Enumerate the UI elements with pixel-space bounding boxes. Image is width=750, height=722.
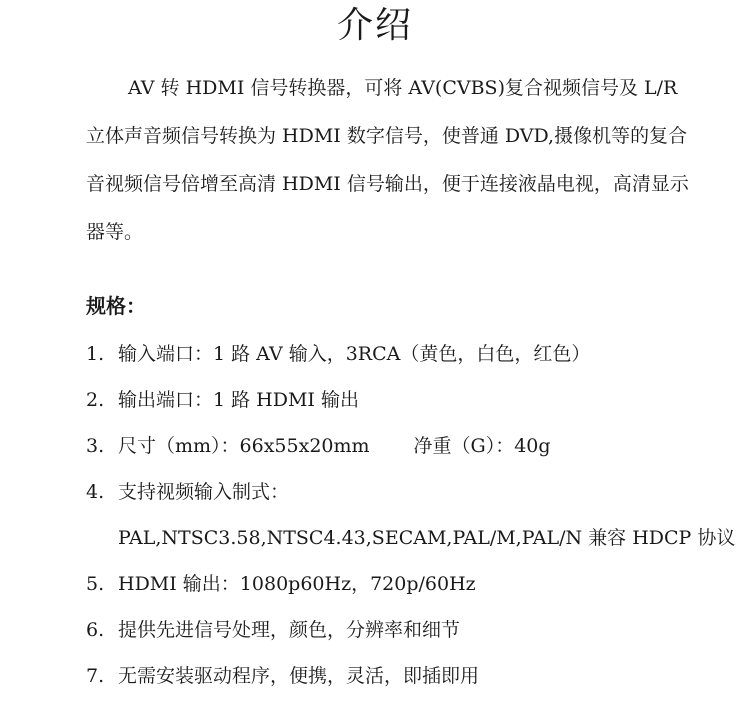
spec-text: 输入端口：1 路 AV 输入，3RCA（黄色，白色，红色）: [118, 343, 591, 365]
spec-text: 提供先进信号处理，颜色，分辨率和细节: [118, 619, 461, 641]
spec-item-4: [86, 472, 726, 518]
spec-item-6: [86, 610, 726, 656]
spec-item-7: [86, 656, 726, 702]
spec-number: 2.: [86, 389, 105, 411]
spec-item-3: [86, 426, 726, 472]
spec-number: 3.: [86, 435, 105, 457]
spec-item-4-formats: PAL,NTSC3.58,NTSC4.43,SECAM,PAL/M,PAL/N 兼容 HDCP 协议: [118, 527, 736, 549]
spec-list: [86, 334, 736, 702]
spec-number: 6.: [86, 619, 105, 641]
spec-text: HDMI 输出：1080p60Hz，720p/60Hz: [118, 573, 476, 595]
spec-heading: 规格：: [86, 294, 146, 318]
spec-item-5: [86, 564, 726, 610]
spec-text: 尺寸（mm）：66x55x20mm: [118, 435, 370, 457]
spec-number: 7.: [86, 665, 105, 687]
spec-text: 无需安装驱动程序，便携，灵活，即插即用: [118, 665, 480, 687]
spec-text-weight: 净重（G）：40g: [413, 435, 551, 457]
spec-text: 支持视频输入制式：: [118, 481, 290, 503]
spec-number: 1.: [86, 343, 105, 365]
spec-number: 5.: [86, 573, 105, 595]
intro-paragraph: AV 转 HDMI 信号转换器，可将 AV(CVBS)复合视频信号及 L/R 立体声音频信号转换为 HDMI 数字信号，使普通 DVD,摄像机等的复合音视频信号倍增至高清 HDMI 信号输出，便于连接液晶电视，高清显示器等。: [86, 77, 689, 243]
spec-item-2: [86, 380, 726, 426]
spec-text: 输出端口：1 路 HDMI 输出: [118, 389, 359, 411]
page-title: 介绍: [336, 5, 413, 46]
spec-number: 4.: [86, 481, 105, 503]
spec-item-1: [86, 334, 726, 380]
